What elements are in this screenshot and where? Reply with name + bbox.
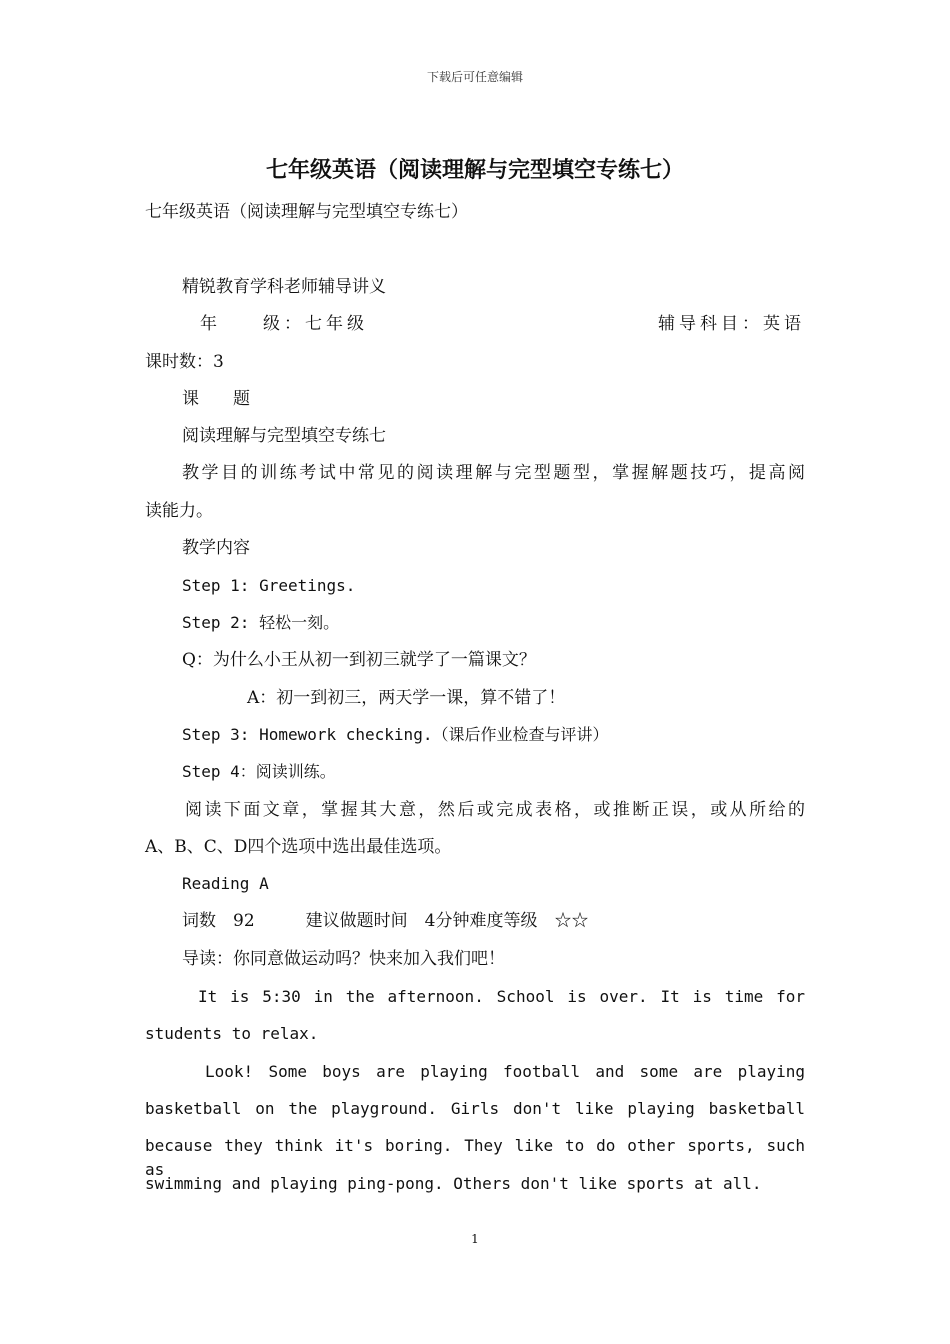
instruction-line-2: A、B、C、D四个选项中选出最佳选项。 — [145, 837, 452, 857]
paragraph-2-line-1: Look! Some boys are playing football and some are playing — [205, 1062, 805, 1081]
header-note: 下载后可任意编辑 — [426, 70, 523, 84]
goal-line-1: 教学目的训练考试中常见的阅读理解与完型题型，掌握解题技巧，提高阅 — [182, 463, 805, 483]
content-label: 教学内容 — [182, 538, 250, 558]
grade-subject-row — [200, 312, 805, 336]
institution: 精锐教育学科老师辅导讲义 — [182, 277, 386, 297]
goal-line-2: 读能力。 — [145, 501, 213, 521]
step-3: Step 3: Homework checking.（课后作业检查与评讲） — [182, 725, 609, 744]
subtitle: 七年级英语（阅读理解与完型填空专练七） — [145, 202, 468, 222]
reading-title: Reading A — [182, 874, 269, 893]
paragraph-2-line-4: swimming and playing ping-pong. Others don't like sports at all. — [145, 1174, 762, 1193]
hours: 课时数：3 — [145, 352, 224, 372]
grade-label: 年 级：七年级 — [200, 314, 368, 334]
word-count-info: 词数 92 建议做题时间 4分钟难度等级 ☆☆ — [182, 911, 589, 931]
topic: 阅读理解与完型填空专练七 — [182, 426, 386, 446]
step-1: Step 1: Greetings. — [182, 576, 356, 595]
step-2: Step 2: 轻松一刻。 — [182, 613, 340, 632]
subject-label: 辅导科目：英语 — [658, 314, 805, 334]
instruction-line-1: 阅读下面文章，掌握其大意，然后或完成表格，或推断正误，或从所给的 — [185, 800, 805, 820]
document-title: 七年级英语（阅读理解与完型填空专练七） — [265, 158, 684, 183]
paragraph-2-line-3: because they think it's boring. They like to do other sports, such as — [145, 1136, 805, 1179]
paragraph-2-line-2: basketball on the playground. Girls don't like playing basketball — [145, 1099, 805, 1118]
paragraph-1-line-1: It is 5:30 in the afternoon. School is over. It is time for — [198, 987, 805, 1006]
page-number: 1 — [471, 1232, 479, 1246]
step-4: Step 4：阅读训练。 — [182, 762, 336, 781]
joke-answer: A：初一到初三，两天学一课，算不错了！ — [247, 688, 566, 708]
joke-question: Q：为什么小王从初一到初三就学了一篇课文？ — [182, 650, 536, 670]
topic-label: 课 题 — [182, 389, 250, 409]
paragraph-1-line-2: students to relax. — [145, 1024, 319, 1043]
guide: 导读：你同意做运动吗？快来加入我们吧！ — [182, 949, 505, 969]
